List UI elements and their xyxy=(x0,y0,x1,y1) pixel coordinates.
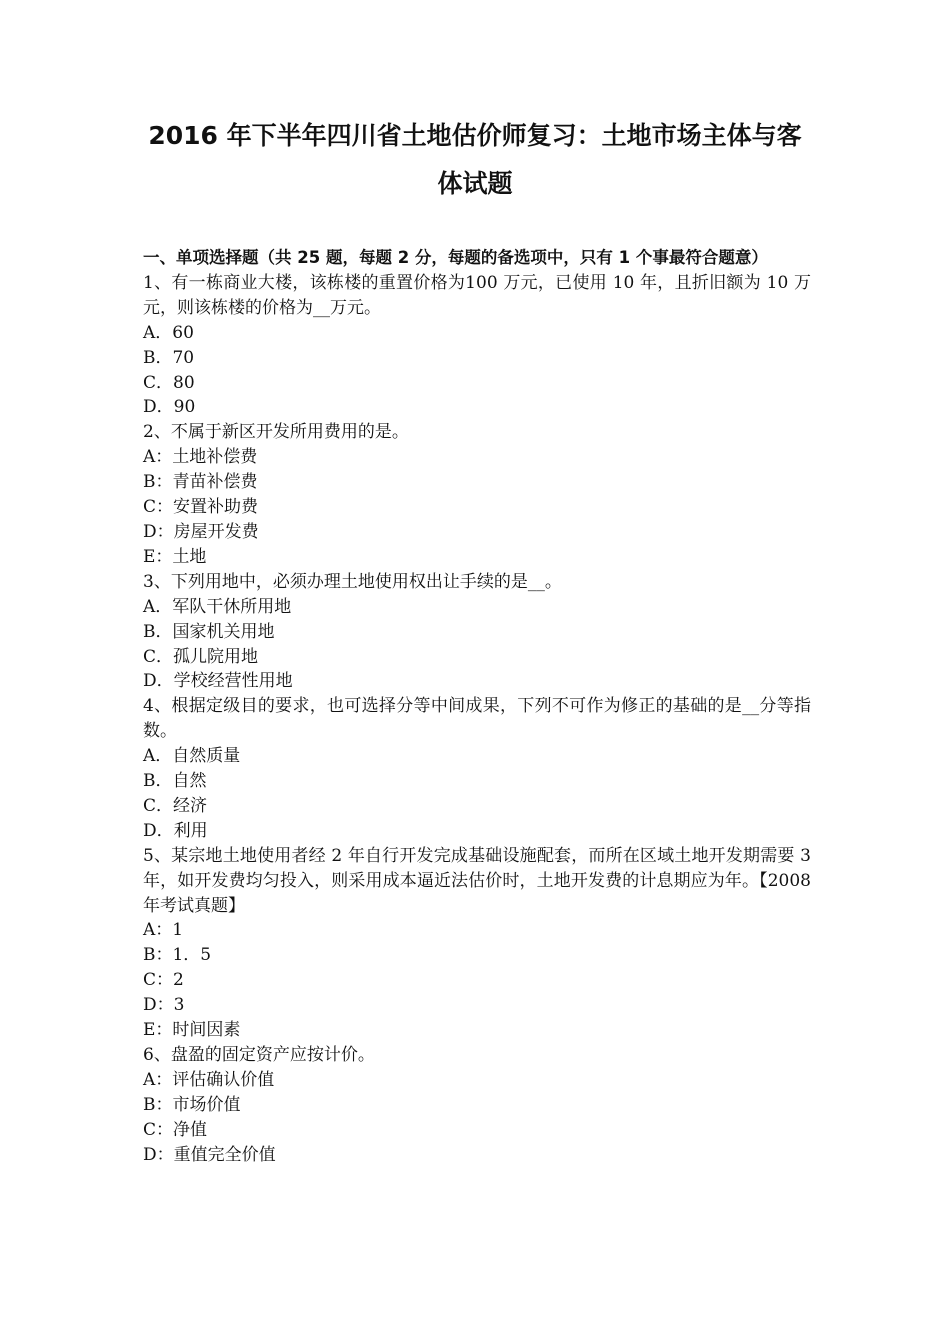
option-b: B．自然 xyxy=(143,771,207,792)
option-d: D．90 xyxy=(143,397,196,418)
option-a: A．60 xyxy=(143,322,194,343)
question-text: 4、根据定级目的要求，也可选择分等中间成果，下列不可作为修正的基础的是__分等指数。 xyxy=(143,696,811,742)
question-6 xyxy=(143,1043,811,1168)
page-title xyxy=(120,112,830,208)
option-d: D．学校经营性用地 xyxy=(143,671,293,692)
option-b: B．70 xyxy=(143,347,195,368)
option-b: B：市场价值 xyxy=(143,1094,241,1115)
option-d: D：重值完全价值 xyxy=(143,1144,276,1165)
option-c: C：2 xyxy=(143,970,184,991)
question-5 xyxy=(143,844,811,1043)
option-c: C．孤儿院用地 xyxy=(143,646,259,667)
option-d: D．利用 xyxy=(143,820,208,841)
option-b: B：1．5 xyxy=(143,945,212,966)
option-e: E：土地 xyxy=(143,546,207,567)
question-3 xyxy=(143,570,811,695)
option-b: B．国家机关用地 xyxy=(143,621,275,642)
question-1 xyxy=(143,271,811,420)
option-c: C．80 xyxy=(143,372,195,393)
option-a: A：评估确认价值 xyxy=(143,1069,275,1090)
question-2 xyxy=(143,420,811,569)
question-text: 3、下列用地中，必须办理土地使用权出让手续的是__。 xyxy=(143,571,562,592)
section-header: 一、单项选择题（共 25 题，每题 2 分，每题的备选项中，只有 1 个事最符合题意） xyxy=(143,248,768,267)
option-d: D：房屋开发费 xyxy=(143,521,259,542)
title-line-2: 体试题 xyxy=(437,169,513,198)
question-text: 2、不属于新区开发所用费用的是。 xyxy=(143,422,409,443)
document-body xyxy=(143,246,811,1168)
option-c: C：安置补助费 xyxy=(143,497,259,518)
option-a: A．军队干休所用地 xyxy=(143,596,292,617)
question-text: 5、某宗地土地使用者经 2 年自行开发完成基础设施配套，而所在区域土地开发期需要 3 年，如开发费均匀投入，则采用成本逼近法估价时，土地开发费的计息期应为年。【2008 年考试真题】 xyxy=(143,845,811,916)
option-a: A．自然质量 xyxy=(143,746,241,767)
option-e: E：时间因素 xyxy=(143,1020,241,1041)
option-c: C．经济 xyxy=(143,795,208,816)
option-a: A：1 xyxy=(143,920,184,941)
option-d: D：3 xyxy=(143,995,185,1016)
question-text: 1、有一栋商业大楼，该栋楼的重置价格为100 万元，已使用 10 年，且折旧额为 10 万元，则该栋楼的价格为__万元。 xyxy=(143,272,811,318)
title-line-1: 2016 年下半年四川省土地估价师复习：土地市场主体与客 xyxy=(148,121,802,150)
option-a: A：土地补偿费 xyxy=(143,447,258,468)
question-4 xyxy=(143,694,811,843)
option-b: B：青苗补偿费 xyxy=(143,472,258,493)
option-c: C：净值 xyxy=(143,1119,208,1140)
question-text: 6、盘盈的固定资产应按计价。 xyxy=(143,1045,375,1065)
